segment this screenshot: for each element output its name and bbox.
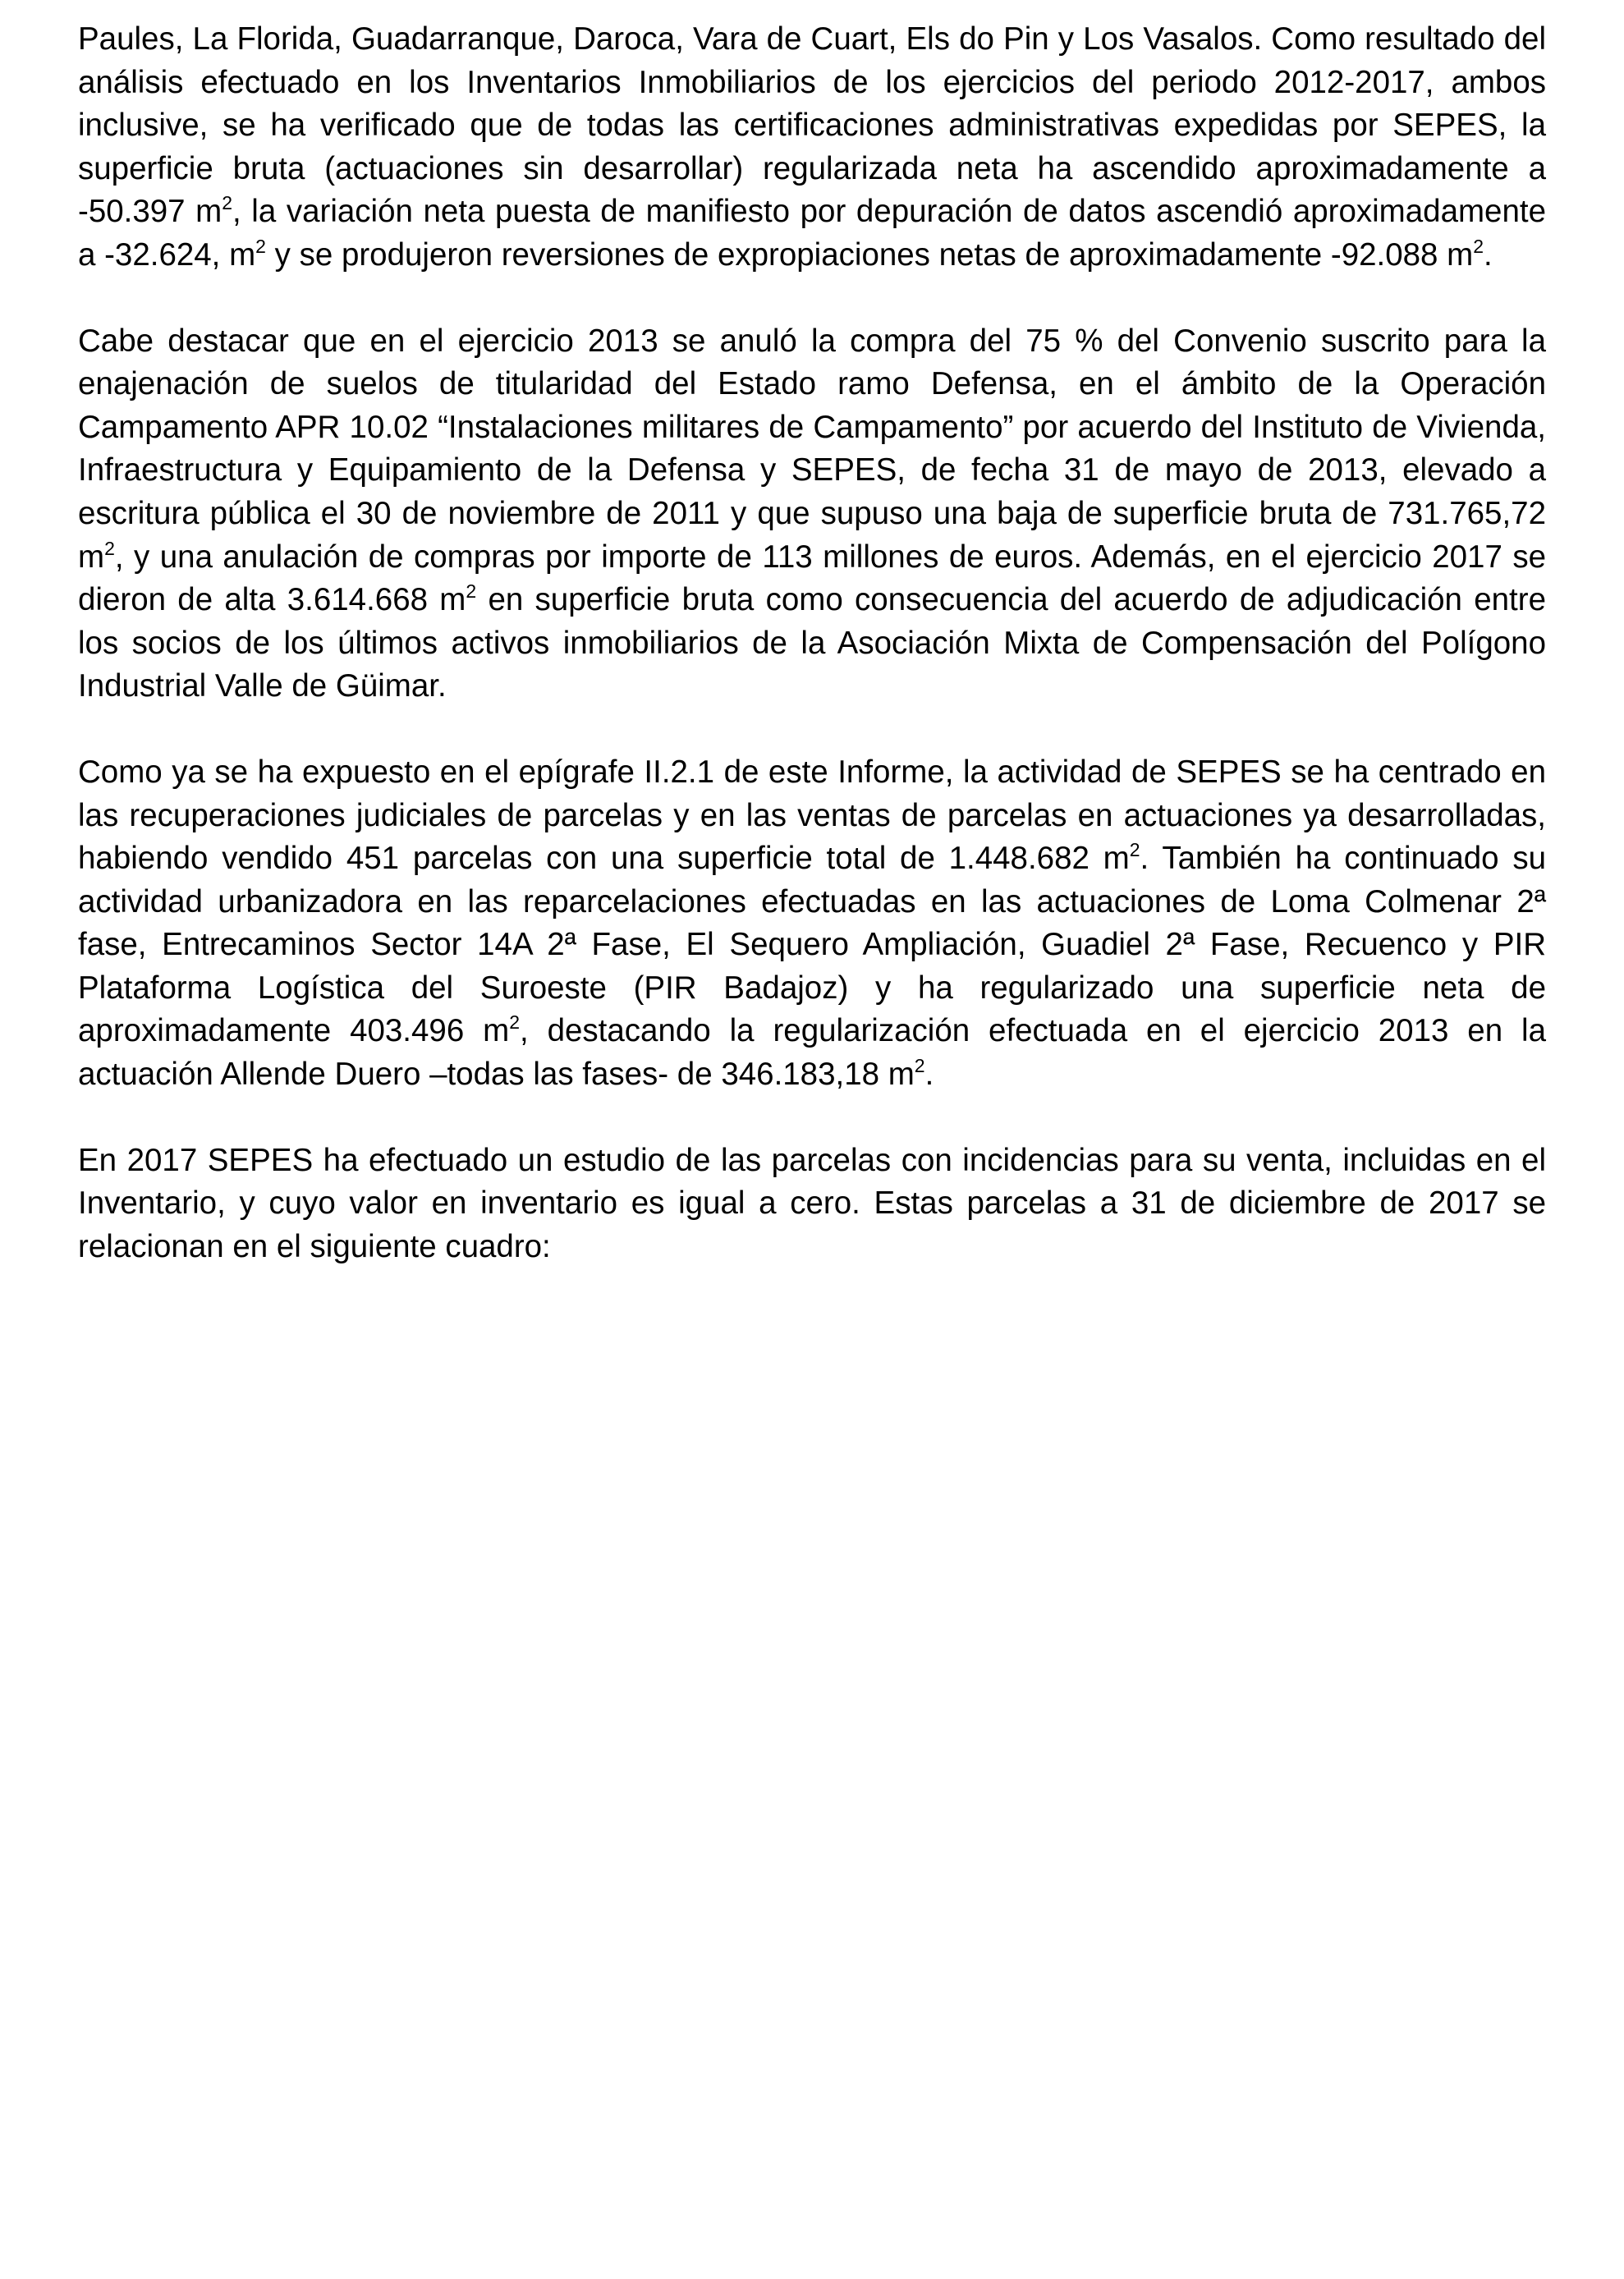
- superscript-2: 2: [222, 192, 233, 214]
- paragraph-text: Paules, La Florida, Guadarranque, Daroca, Vara de Cuart, Els do Pin y Los Vasalos. Como resultado del análisis efectuado en los Inventarios Inmobiliarios de los ejercicios del periodo 2012-2017, ambos inclusive, se ha verificado que de todas las certificaciones administrativas expedidas por SEPES, la superficie bruta (actuaciones sin desarrollar) regularizada neta ha ascendido aproximadamente a -50.397 m: [78, 21, 1546, 230]
- paragraph-text: . También ha continuado su actividad urbanizadora en las reparcelaciones efectuadas en las actuaciones de Loma Colmenar 2ª fase, Entrecaminos Sector 14A 2ª Fase, El Sequero Ampliación, Guadiel 2ª Fase, Recuenco y PIR Plataforma Logística del Suroeste (PIR Badajoz) y ha regularizado una superficie neta de aproximadamente 403.496 m: [78, 841, 1547, 1049]
- paragraph-regularizacion-superficie: [78, 18, 1546, 277]
- paragraph-text: .: [1484, 236, 1493, 273]
- superscript-2: 2: [466, 580, 477, 603]
- superscript-2: 2: [1473, 235, 1484, 257]
- superscript-2: 2: [1129, 839, 1140, 861]
- superscript-2: 2: [104, 537, 115, 559]
- paragraph-text: Como ya se ha expuesto en el epígrafe II.2.1 de este Informe, la actividad de SEPES se ha centrado en las recuperaciones judiciales de parcelas y en las ventas de parcelas en actuaciones ya desarrolladas, habiendo vendido 451 parcelas con una superficie total de 1.448.682 m: [78, 754, 1546, 877]
- paragraph-text: y se produjeron reversiones de expropiaciones netas de aproximadamente -92.088 m: [265, 236, 1474, 273]
- document-page: [78, 18, 1546, 1311]
- paragraph-parcelas-incidencias: [78, 1140, 1546, 1269]
- paragraph-text: .: [924, 1057, 934, 1093]
- paragraph-text: , y una anulación de compras por importe de 113 millones de euros. Además, en el ejercicio 2017 se dieron de alta 3.614.668 m: [78, 539, 1546, 618]
- paragraph-text: , la variación neta puesta de manifiesto por depuración de datos ascendió aproximadamente a -32.624, m: [78, 194, 1546, 273]
- paragraph-text: En 2017 SEPES ha efectuado un estudio de las parcelas con incidencias para su venta, incluidas en el Inventario, y cuyo valor en inventario es igual a cero. Estas parcelas a 31 de diciembre de 2017 se relacionan en el siguiente cuadro:: [78, 1142, 1546, 1264]
- paragraph-text: , destacando la regularización efectuada en el ejercicio 2013 en la actuación Allende Duero –todas las fases- de 346.183,18 m: [78, 1013, 1546, 1093]
- superscript-2: 2: [914, 1055, 925, 1077]
- superscript-2: 2: [255, 235, 266, 257]
- paragraph-actividad-sepes: [78, 751, 1546, 1097]
- paragraph-text: Cabe destacar que en el ejercicio 2013 se anuló la compra del 75 % del Convenio suscrito para la enajenación de suelos de titularidad del Estado ramo Defensa, en el ámbito de la Operación Campamento APR 10.02 “Instalaciones militares de Campamento” por acuerdo del Instituto de Vivienda, Infraestructura y Equipamiento de la Defensa y SEPES, de fecha 31 de mayo de 2013, elevado a escritura pública el 30 de noviembre de 2011 y que supuso una baja de superficie bruta de 731.765,72 m: [78, 323, 1546, 575]
- paragraph-text: en superficie bruta como consecuencia del acuerdo de adjudicación entre los socios de los últimos activos inmobiliarios de la Asociación Mixta de Compensación del Polígono Industrial Valle de Güimar.: [78, 582, 1546, 704]
- superscript-2: 2: [509, 1011, 521, 1034]
- paragraph-operacion-campamento: [78, 320, 1546, 708]
